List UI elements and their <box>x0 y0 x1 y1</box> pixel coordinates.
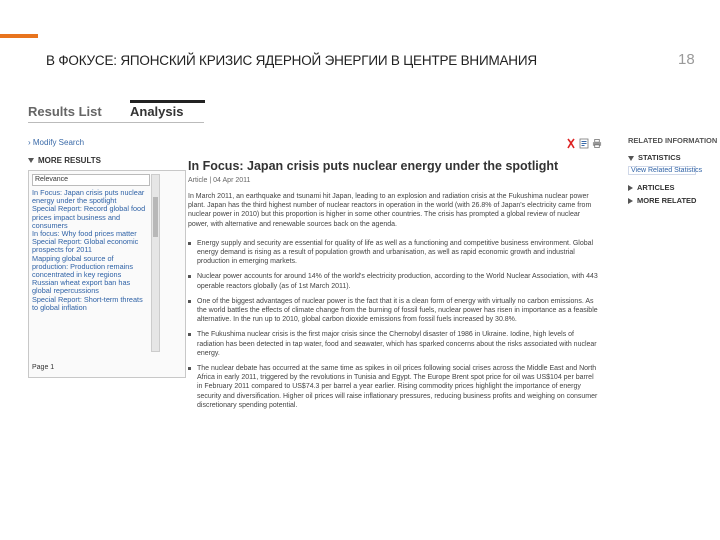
print-icon[interactable] <box>592 138 602 149</box>
results-panel <box>28 170 186 378</box>
slide-page-number: 18 <box>678 51 695 68</box>
more-results-header[interactable] <box>28 156 101 165</box>
tabs-divider <box>28 122 204 123</box>
tab-analysis[interactable]: Analysis <box>130 104 184 119</box>
embedded-screenshot <box>26 96 718 516</box>
results-list <box>32 189 150 312</box>
related-info-panel <box>628 136 718 205</box>
active-tab-indicator <box>130 100 205 103</box>
slide-title: В ФОКУСЕ: ЯПОНСКИЙ КРИЗИС ЯДЕРНОЙ ЭНЕРГИИ В ЦЕНТРЕ ВНИМАНИЯ <box>46 53 537 68</box>
article-meta: Article | 04 Apr 2011 <box>188 177 251 184</box>
statistics-label: STATISTICS <box>638 153 681 162</box>
list-item[interactable]: In Focus: Japan crisis puts nuclear energy under the spotlight <box>32 188 145 206</box>
article-title: In Focus: Japan crisis puts nuclear energy under the spotlight <box>188 159 559 173</box>
pdf-icon[interactable] <box>566 138 576 149</box>
bullet-point: The nuclear debate has occurred at the same time as spikes in oil prices following social crises across the Middle East and North Africa in early 2011, triggered by the revolutions in Tunisia and Egypt. The Europe Brent spot price for oil was US$104 per barrel in February 2011 compared to US$74.3 per barrel a year earlier. Rising commodity prices highlight the importance of energy security and diversification. Higher oil prices will raise inflationary pressures, reducing business profits and weighing on consumer discretionary spending potential. <box>188 364 600 410</box>
article-intro: In March 2011, an earthquake and tsunami hit Japan, leading to an explosion and radiation crisis at the Fukushima nuclear power plant. Japan has the third highest number of nuclear reactors in operation in the world (with 26.8% of Japan's electricity came from nuclear power in 2010) but this proportion is higher in some other countries. The crisis has prompted a global review of nuclear power, with alternative and renewable sources back on the agenda. <box>188 193 592 228</box>
article-toolbar <box>566 138 606 152</box>
list-item[interactable]: Russian wheat export ban has global repercussions <box>32 278 131 296</box>
statistics-section[interactable] <box>628 153 696 162</box>
list-item[interactable]: In focus: Why food prices matter <box>32 229 137 239</box>
bullet-point: The Fukushima nuclear crisis is the first major crisis since the Chernobyl disaster of 1986 in Ukraine. Iodine, high levels of radiation has been detected in tap water, food and seawater, which has sparked concerns about the risks associated with nuclear energy. <box>188 330 600 358</box>
article-content <box>188 158 600 416</box>
list-item[interactable]: Special Report: Global economic prospects for 2011 <box>32 237 139 255</box>
chevron-down-icon <box>28 158 34 163</box>
sort-select[interactable]: Relevance <box>32 174 150 186</box>
results-scrollbar[interactable] <box>151 174 160 352</box>
list-item[interactable]: Mapping global source of production: Production remains concentrated in key regions <box>32 253 133 280</box>
list-item[interactable]: Special Report: Short-term threats to global inflation <box>32 294 143 312</box>
article-bullets <box>188 239 600 410</box>
tab-results-list[interactable]: Results List <box>28 104 102 119</box>
related-info-heading: RELATED INFORMATION <box>628 136 718 145</box>
word-icon[interactable] <box>579 138 589 149</box>
bullet-point: One of the biggest advantages of nuclear power is the fact that it is a clean form of energy with virtually no carbon emissions. As the world battles the effects of climate change from the burning of fossil fuels, nuclear power has risen in importance as a feasible alternative. In the run up to 2010, global carbon dioxide emissions from fossil fuels increased by 30.8%. <box>188 297 600 325</box>
modify-search-link[interactable]: › Modify Search <box>28 138 85 147</box>
chevron-right-icon <box>628 185 633 191</box>
more-related-label: MORE RELATED <box>637 196 697 205</box>
list-item[interactable]: Special Report: Record global food prices impact business and consumers <box>32 204 146 230</box>
bullet-point: Nuclear power accounts for around 14% of the world's electricity production, according to the World Nuclear Association, with 443 operable reactors globally (as of 1st March 2011). <box>188 272 600 290</box>
page-indicator: Page 1 <box>32 364 55 371</box>
more-results-label: MORE RESULTS <box>38 156 101 165</box>
view-related-statistics-link[interactable]: View Related Statistics <box>628 166 696 175</box>
articles-section[interactable] <box>628 183 696 192</box>
articles-label: ARTICLES <box>637 183 675 192</box>
scrollbar-thumb[interactable] <box>153 197 158 237</box>
bullet-point: Energy supply and security are essential for quality of life as well as a functioning and competitive business environment. Global energy demand is rising as a result of population growth and urbanisation, as well as rapid economic growth and industrial production in emerging markets. <box>188 239 600 267</box>
slide-accent-bar <box>0 34 38 38</box>
chevron-right-icon <box>628 198 633 204</box>
more-related-section[interactable] <box>628 196 696 205</box>
chevron-down-icon <box>628 156 634 161</box>
